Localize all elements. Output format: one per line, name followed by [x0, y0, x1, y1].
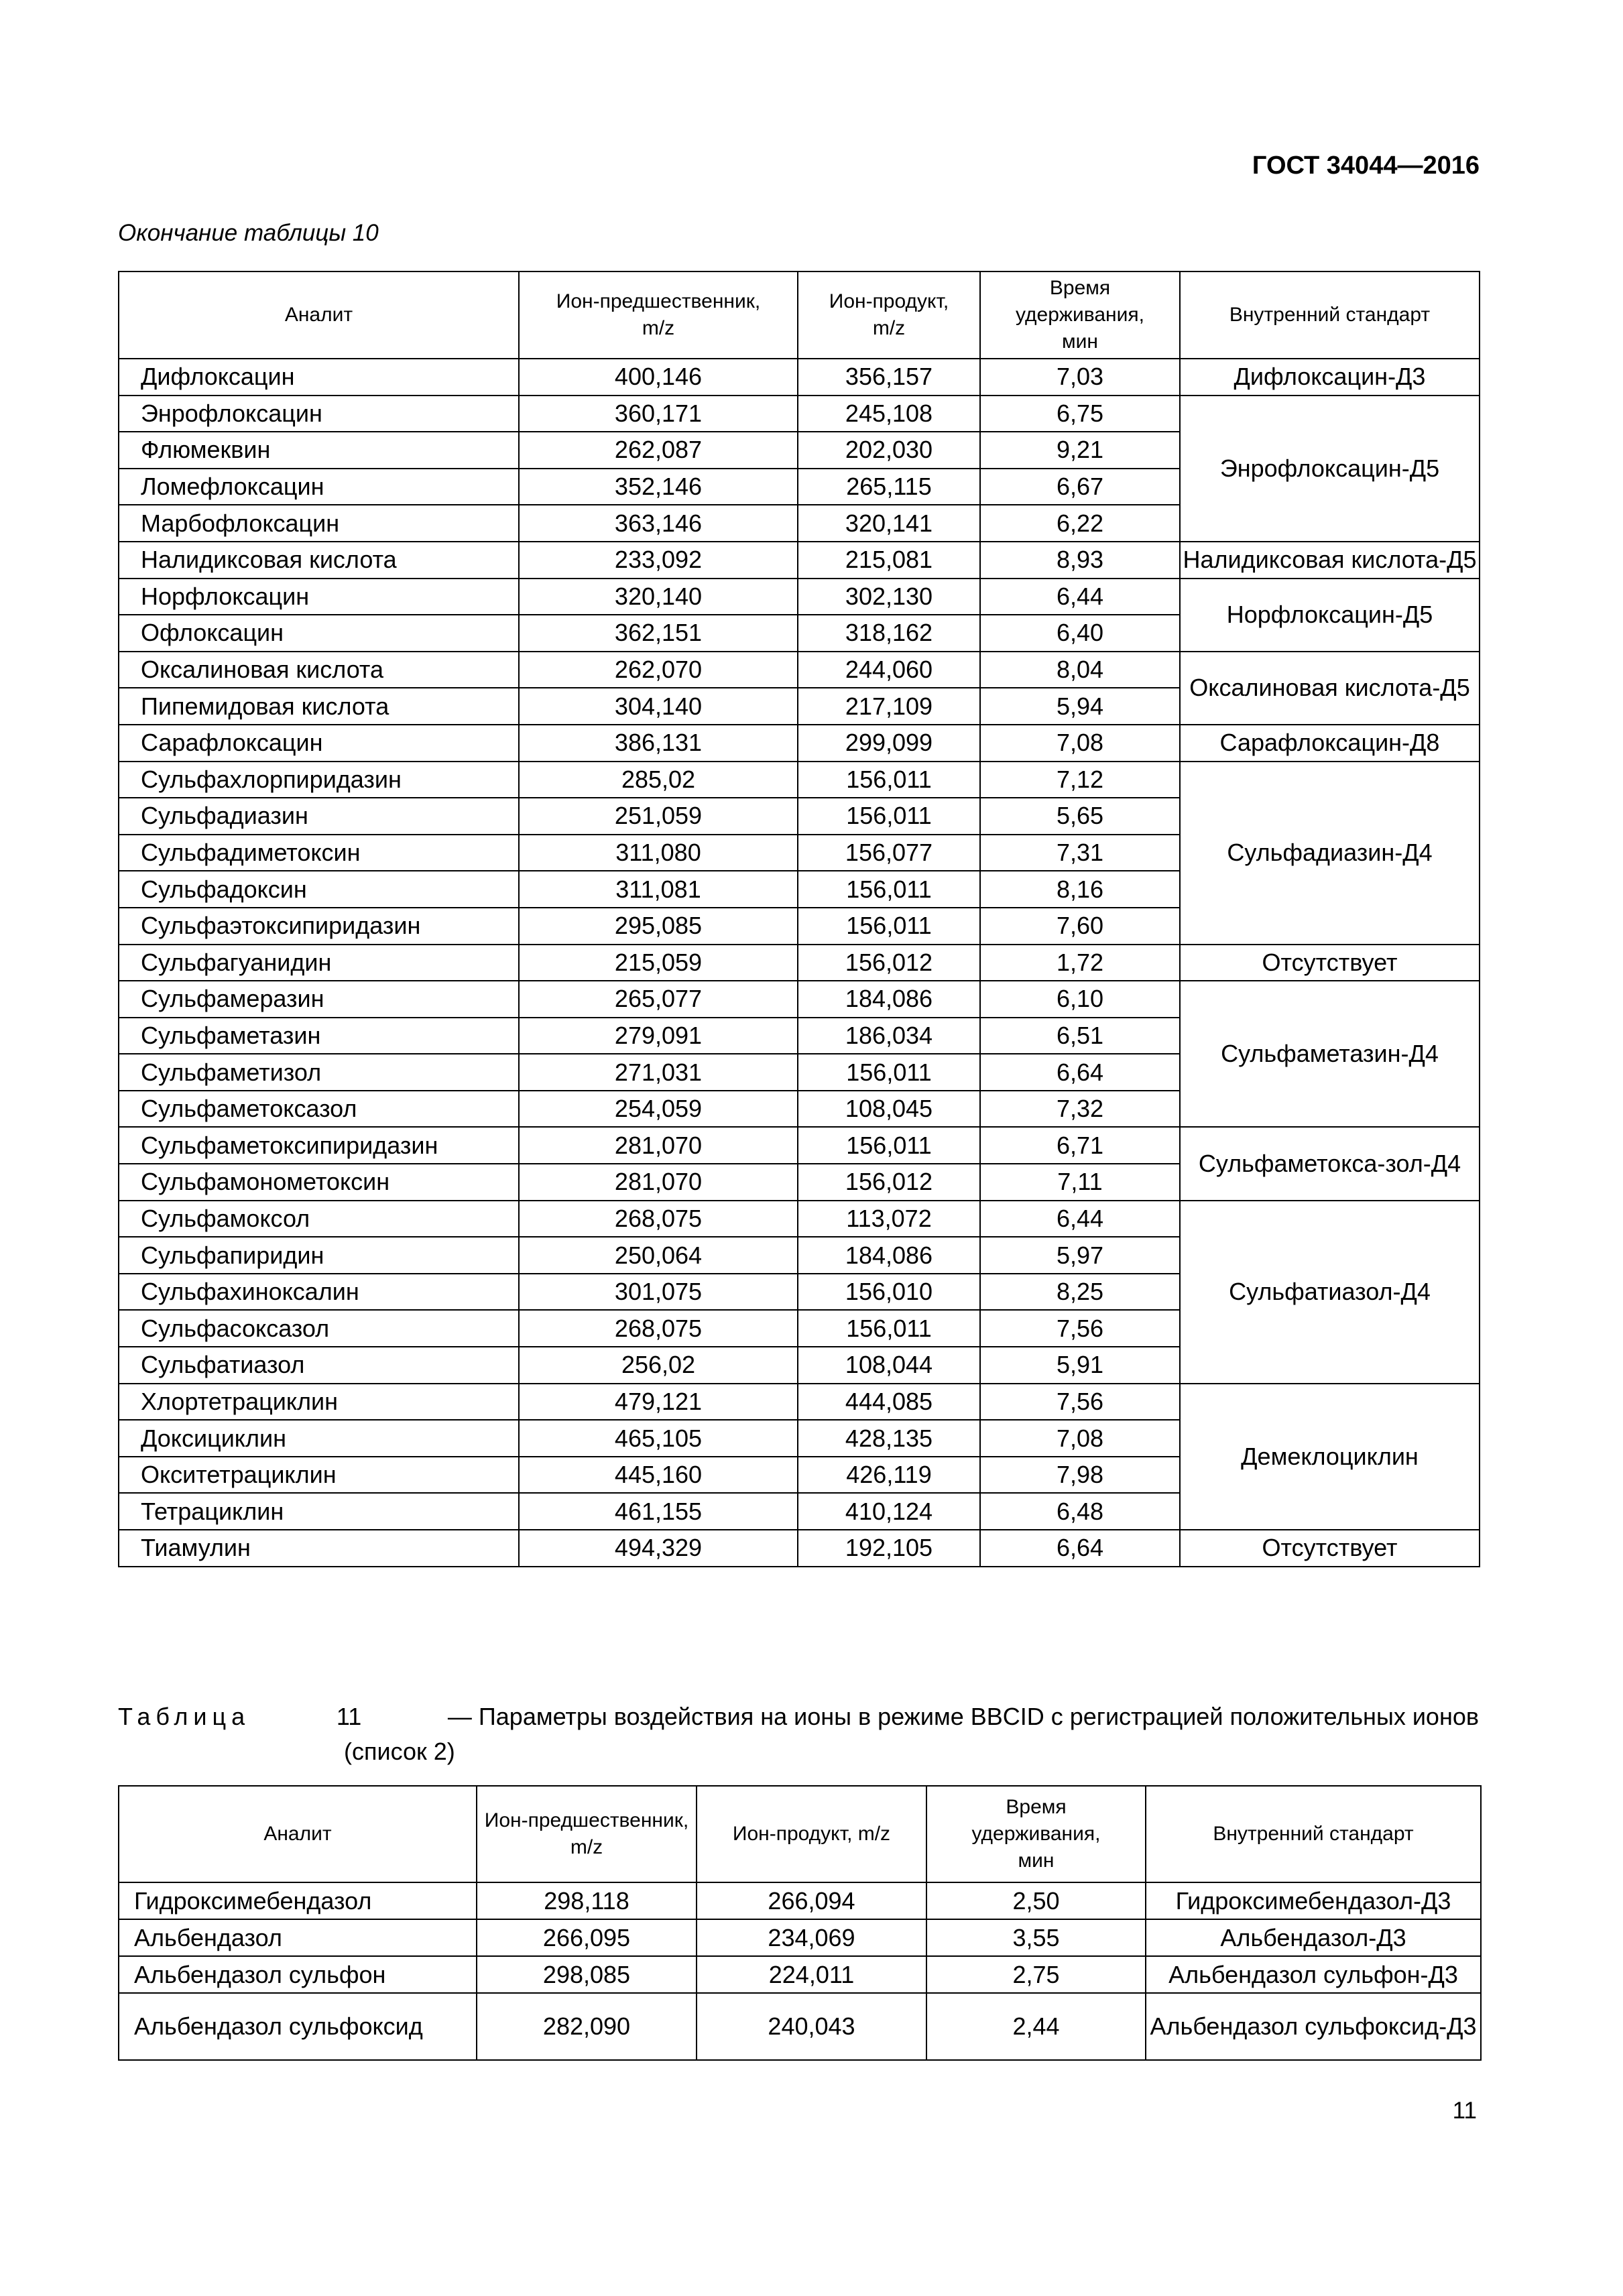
precursor-cell: 251,059 [519, 798, 798, 835]
standard-code: ГОСТ 34044—2016 [1252, 152, 1480, 180]
retention-time-cell: 7,03 [980, 359, 1180, 396]
table-row [119, 1384, 1480, 1421]
table-row [119, 396, 1480, 432]
internal-standard-cell: Сульфатиазол-Д4 [1180, 1201, 1480, 1384]
internal-standard-cell: Альбендазол сульфоксид-Д3 [1146, 1993, 1481, 2060]
internal-standard-cell: Отсутствует [1180, 945, 1480, 981]
analyte-cell: Офлоксацин [119, 615, 519, 652]
precursor-cell: 494,329 [519, 1530, 798, 1567]
product-cell: 156,011 [798, 1127, 980, 1164]
col-analyte-header: Аналит [119, 271, 519, 359]
internal-standard-cell: Сульфаметазин-Д4 [1180, 981, 1480, 1127]
product-cell: 444,085 [798, 1384, 980, 1421]
analyte-cell: Марбофлоксацин [119, 505, 519, 542]
precursor-cell: 266,095 [477, 1919, 697, 1956]
product-cell: 156,011 [798, 871, 980, 908]
precursor-cell: 352,146 [519, 469, 798, 505]
precursor-cell: 386,131 [519, 725, 798, 762]
col-precursor-header: Ион-предшественник, m/z [519, 271, 798, 359]
product-cell: 156,011 [798, 1054, 980, 1091]
retention-time-cell: 6,48 [980, 1493, 1180, 1530]
retention-time-cell: 5,94 [980, 688, 1180, 725]
precursor-cell: 479,121 [519, 1384, 798, 1421]
precursor-cell: 298,085 [477, 1956, 697, 1993]
retention-time-cell: 6,71 [980, 1127, 1180, 1164]
precursor-cell: 256,02 [519, 1347, 798, 1384]
analyte-cell: Сульфатиазол [119, 1347, 519, 1384]
retention-time-cell: 5,65 [980, 798, 1180, 835]
analyte-cell: Флюмеквин [119, 432, 519, 469]
retention-time-cell: 3,55 [926, 1919, 1146, 1956]
product-cell: 156,011 [798, 762, 980, 798]
product-cell: 184,086 [798, 981, 980, 1018]
retention-time-cell: 8,25 [980, 1274, 1180, 1311]
retention-time-cell: 6,10 [980, 981, 1180, 1018]
table-row [119, 579, 1480, 615]
col-rt-header: Время удерживания, мин [980, 271, 1180, 359]
product-cell: 184,086 [798, 1237, 980, 1274]
table-row [119, 542, 1480, 579]
analyte-cell: Сарафлоксацин [119, 725, 519, 762]
precursor-cell: 233,092 [519, 542, 798, 579]
internal-standard-cell: Сарафлоксацин-Д8 [1180, 725, 1480, 762]
analyte-cell: Энрофлоксацин [119, 396, 519, 432]
product-cell: 356,157 [798, 359, 980, 396]
precursor-cell: 254,059 [519, 1091, 798, 1128]
internal-standard-cell: Отсутствует [1180, 1530, 1480, 1567]
analyte-cell: Сульфамонометоксин [119, 1164, 519, 1201]
retention-time-cell: 7,60 [980, 908, 1180, 945]
precursor-cell: 400,146 [519, 359, 798, 396]
precursor-cell: 295,085 [519, 908, 798, 945]
analyte-cell: Сульфаметоксипиридазин [119, 1127, 519, 1164]
product-cell: 156,011 [798, 798, 980, 835]
internal-standard-cell: Оксалиновая кислота-Д5 [1180, 652, 1480, 725]
product-cell: 234,069 [697, 1919, 926, 1956]
precursor-cell: 445,160 [519, 1457, 798, 1494]
table-row [119, 1201, 1480, 1237]
internal-standard-cell: Демеклоциклин [1180, 1384, 1480, 1530]
product-cell: 186,034 [798, 1018, 980, 1054]
precursor-cell: 362,151 [519, 615, 798, 652]
product-cell: 318,162 [798, 615, 980, 652]
precursor-cell: 262,087 [519, 432, 798, 469]
analyte-cell: Гидроксимебендазол [119, 1882, 477, 1919]
analyte-cell: Оксалиновая кислота [119, 652, 519, 688]
analyte-cell: Сульфамоксол [119, 1201, 519, 1237]
table11-caption-lead: Таблица [118, 1703, 251, 1730]
product-cell: 156,077 [798, 835, 980, 871]
table-row [119, 945, 1480, 981]
internal-standard-cell: Гидроксимебендазол-Д3 [1146, 1882, 1481, 1919]
internal-standard-cell: Сульфадиазин-Д4 [1180, 762, 1480, 945]
product-cell: 108,044 [798, 1347, 980, 1384]
analyte-cell: Хлортетрациклин [119, 1384, 519, 1421]
precursor-cell: 311,081 [519, 871, 798, 908]
col-precursor-header: Ион-предшественник, m/z [477, 1786, 697, 1882]
retention-time-cell: 5,91 [980, 1347, 1180, 1384]
analyte-cell: Доксициклин [119, 1420, 519, 1457]
product-cell: 108,045 [798, 1091, 980, 1128]
analyte-cell: Сульфасоксазол [119, 1310, 519, 1347]
table-row [119, 725, 1480, 762]
product-cell: 245,108 [798, 396, 980, 432]
precursor-cell: 285,02 [519, 762, 798, 798]
retention-time-cell: 8,04 [980, 652, 1180, 688]
table-row [119, 762, 1480, 798]
table-row [119, 359, 1480, 396]
product-cell: 113,072 [798, 1201, 980, 1237]
precursor-cell: 281,070 [519, 1164, 798, 1201]
precursor-cell: 271,031 [519, 1054, 798, 1091]
retention-time-cell: 7,31 [980, 835, 1180, 871]
retention-time-cell: 7,11 [980, 1164, 1180, 1201]
precursor-cell: 282,090 [477, 1993, 697, 2060]
analyte-cell: Альбендазол [119, 1919, 477, 1956]
col-product-header: Ион-продукт, m/z [697, 1786, 926, 1882]
precursor-cell: 363,146 [519, 505, 798, 542]
col-standard-header: Внутренний стандарт [1146, 1786, 1481, 1882]
product-cell: 156,011 [798, 1310, 980, 1347]
table-row [119, 981, 1480, 1018]
precursor-cell: 320,140 [519, 579, 798, 615]
retention-time-cell: 5,97 [980, 1237, 1180, 1274]
table10-caption: Окончание таблицы 10 [118, 220, 379, 246]
precursor-cell: 304,140 [519, 688, 798, 725]
retention-time-cell: 6,40 [980, 615, 1180, 652]
table-row [119, 652, 1480, 688]
retention-time-cell: 2,75 [926, 1956, 1146, 1993]
col-standard-header: Внутренний стандарт [1180, 271, 1480, 359]
analyte-cell: Сульфагуанидин [119, 945, 519, 981]
retention-time-cell: 6,22 [980, 505, 1180, 542]
retention-time-cell: 1,72 [980, 945, 1180, 981]
analyte-cell: Окситетрациклин [119, 1457, 519, 1494]
retention-time-cell: 6,44 [980, 1201, 1180, 1237]
table11-header-row [119, 1786, 1481, 1882]
product-cell: 410,124 [798, 1493, 980, 1530]
precursor-cell: 298,118 [477, 1882, 697, 1919]
product-cell: 156,010 [798, 1274, 980, 1311]
table11 [118, 1785, 1482, 2061]
retention-time-cell: 2,44 [926, 1993, 1146, 2060]
table10-header-row [119, 271, 1480, 359]
analyte-cell: Сульфадоксин [119, 871, 519, 908]
analyte-cell: Ломефлоксацин [119, 469, 519, 505]
retention-time-cell: 6,75 [980, 396, 1180, 432]
product-cell: 302,130 [798, 579, 980, 615]
table11-caption [118, 1699, 1479, 1769]
product-cell: 202,030 [798, 432, 980, 469]
precursor-cell: 215,059 [519, 945, 798, 981]
analyte-cell: Сульфахиноксалин [119, 1274, 519, 1311]
precursor-cell: 281,070 [519, 1127, 798, 1164]
retention-time-cell: 6,44 [980, 579, 1180, 615]
retention-time-cell: 6,64 [980, 1530, 1180, 1567]
precursor-cell: 268,075 [519, 1201, 798, 1237]
retention-time-cell: 7,98 [980, 1457, 1180, 1494]
analyte-cell: Сульфахлорпиридазин [119, 762, 519, 798]
product-cell: 156,012 [798, 1164, 980, 1201]
internal-standard-cell: Энрофлоксацин-Д5 [1180, 396, 1480, 542]
product-cell: 428,135 [798, 1420, 980, 1457]
analyte-cell: Тиамулин [119, 1530, 519, 1567]
analyte-cell: Сульфаметоксазол [119, 1091, 519, 1128]
retention-time-cell: 7,12 [980, 762, 1180, 798]
internal-standard-cell: Альбендазол-Д3 [1146, 1919, 1481, 1956]
precursor-cell: 311,080 [519, 835, 798, 871]
analyte-cell: Сульфапиридин [119, 1237, 519, 1274]
retention-time-cell: 7,08 [980, 1420, 1180, 1457]
precursor-cell: 268,075 [519, 1310, 798, 1347]
product-cell: 156,012 [798, 945, 980, 981]
analyte-cell: Сульфадиазин [119, 798, 519, 835]
retention-time-cell: 8,16 [980, 871, 1180, 908]
analyte-cell: Тетрациклин [119, 1493, 519, 1530]
product-cell: 215,081 [798, 542, 980, 579]
product-cell: 192,105 [798, 1530, 980, 1567]
analyte-cell: Сульфаэтоксипиридазин [119, 908, 519, 945]
retention-time-cell: 7,56 [980, 1384, 1180, 1421]
col-product-header: Ион-продукт, m/z [798, 271, 980, 359]
table11-caption-text-2: (список 2) [344, 1738, 455, 1765]
analyte-cell: Альбендазол сульфоксид [119, 1993, 477, 2060]
table-row [119, 1530, 1480, 1567]
precursor-cell: 279,091 [519, 1018, 798, 1054]
analyte-cell: Альбендазол сульфон [119, 1956, 477, 1993]
retention-time-cell: 2,50 [926, 1882, 1146, 1919]
product-cell: 299,099 [798, 725, 980, 762]
analyte-cell: Сульфаметизол [119, 1054, 519, 1091]
internal-standard-cell: Налидиксовая кислота-Д5 [1180, 542, 1480, 579]
retention-time-cell: 7,56 [980, 1310, 1180, 1347]
table11-caption-text: — Параметры воздействия на ионы в режиме BBCID с регистрацией положительных ионов [447, 1703, 1479, 1730]
product-cell: 244,060 [798, 652, 980, 688]
analyte-cell: Дифлоксацин [119, 359, 519, 396]
analyte-cell: Сульфамеразин [119, 981, 519, 1018]
internal-standard-cell: Сульфаметокса-зол-Д4 [1180, 1127, 1480, 1200]
internal-standard-cell: Норфлоксацин-Д5 [1180, 579, 1480, 652]
product-cell: 224,011 [697, 1956, 926, 1993]
product-cell: 266,094 [697, 1882, 926, 1919]
table-row [119, 1127, 1480, 1164]
product-cell: 265,115 [798, 469, 980, 505]
table-row [119, 1956, 1481, 1993]
retention-time-cell: 6,51 [980, 1018, 1180, 1054]
product-cell: 320,141 [798, 505, 980, 542]
precursor-cell: 265,077 [519, 981, 798, 1018]
analyte-cell: Пипемидовая кислота [119, 688, 519, 725]
table11-caption-number: 11 [336, 1703, 362, 1730]
analyte-cell: Сульфаметазин [119, 1018, 519, 1054]
product-cell: 426,119 [798, 1457, 980, 1494]
retention-time-cell: 9,21 [980, 432, 1180, 469]
internal-standard-cell: Дифлоксацин-Д3 [1180, 359, 1480, 396]
page-number: 11 [1452, 2098, 1477, 2124]
retention-time-cell: 7,08 [980, 725, 1180, 762]
table-row [119, 1919, 1481, 1956]
table-row [119, 1993, 1481, 2060]
precursor-cell: 461,155 [519, 1493, 798, 1530]
precursor-cell: 360,171 [519, 396, 798, 432]
retention-time-cell: 7,32 [980, 1091, 1180, 1128]
retention-time-cell: 6,64 [980, 1054, 1180, 1091]
analyte-cell: Налидиксовая кислота [119, 542, 519, 579]
product-cell: 240,043 [697, 1993, 926, 2060]
table10 [118, 271, 1480, 1567]
precursor-cell: 262,070 [519, 652, 798, 688]
col-rt-header: Время удерживания, мин [926, 1786, 1146, 1882]
product-cell: 217,109 [798, 688, 980, 725]
retention-time-cell: 6,67 [980, 469, 1180, 505]
analyte-cell: Норфлоксацин [119, 579, 519, 615]
product-cell: 156,011 [798, 908, 980, 945]
internal-standard-cell: Альбендазол сульфон-Д3 [1146, 1956, 1481, 1993]
precursor-cell: 465,105 [519, 1420, 798, 1457]
precursor-cell: 301,075 [519, 1274, 798, 1311]
analyte-cell: Сульфадиметоксин [119, 835, 519, 871]
retention-time-cell: 8,93 [980, 542, 1180, 579]
col-analyte-header: Аналит [119, 1786, 477, 1882]
precursor-cell: 250,064 [519, 1237, 798, 1274]
table-row [119, 1882, 1481, 1919]
